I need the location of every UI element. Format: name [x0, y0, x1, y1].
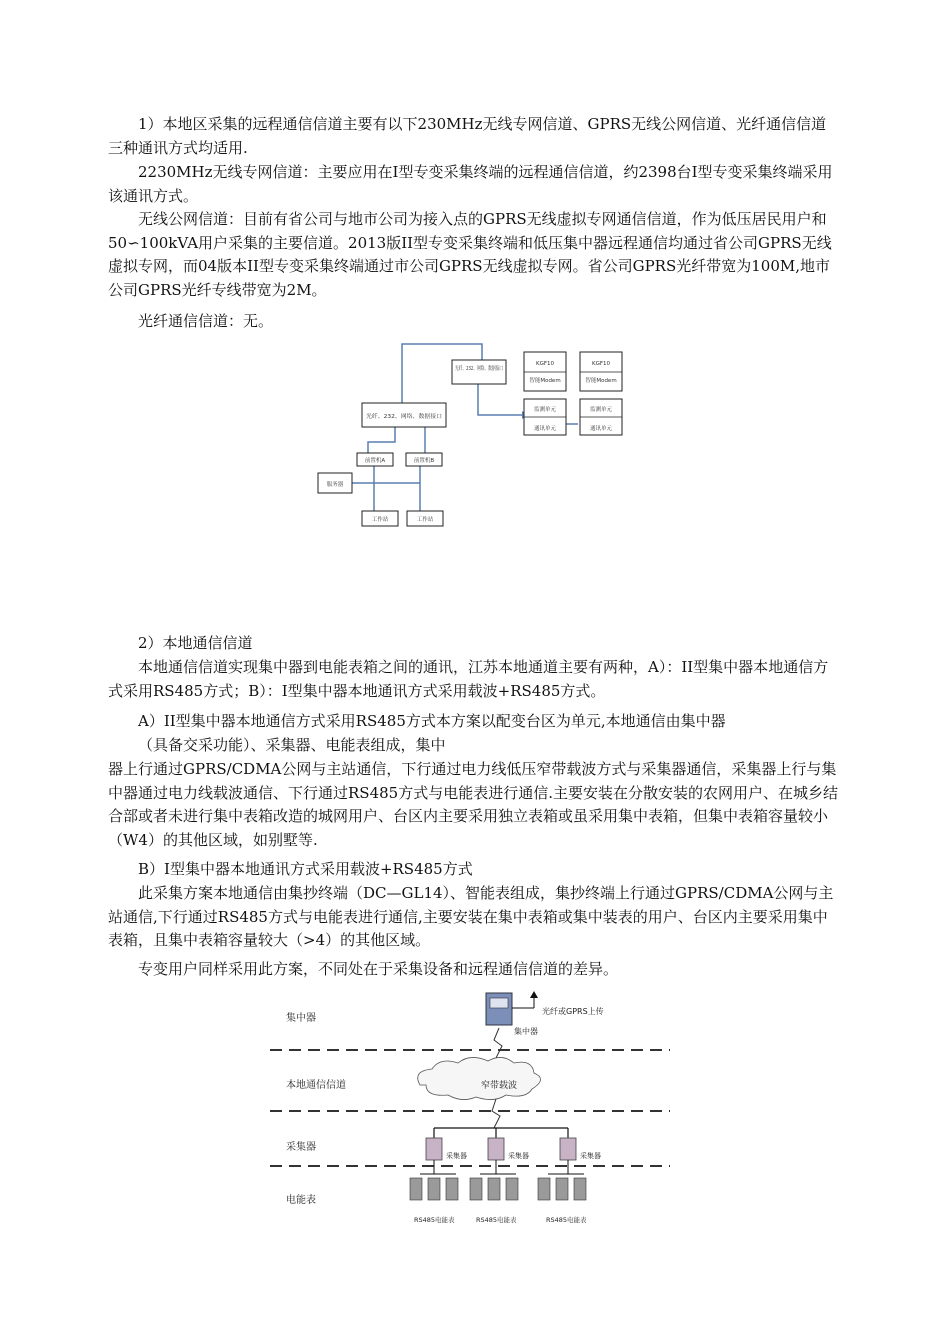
meter-group-label-1: RS485电能表 — [414, 1216, 455, 1224]
frontend-b-label: 前置机B — [413, 458, 435, 464]
local-communication-diagram — [270, 988, 680, 1233]
kgf-left-label: KGF10 — [535, 361, 555, 367]
main-switch-label: 光纤、232、网络、数据接口 — [366, 414, 437, 420]
para-b-heading: B）I型集中器本地通讯方式采用载波+RS485方式 — [138, 860, 473, 878]
kgf-right-label: KGF10 — [591, 361, 611, 367]
para-local-channel: 本地通信信道实现集中器到电能表箱之间的通讯，江苏本地通道主要有两种，A）：II型集中器本地通信方式采用RS485方式；B）：I型集中器本地通讯方式采用载波+RS485方式。 — [108, 658, 829, 700]
collector-label-3: 采集器 — [580, 1152, 601, 1160]
collector-icon-3 — [560, 1138, 576, 1160]
para-wireless-public: 无线公网信道：目前有省公司与地市公司为接入点的GPRS无线虚拟专网通信信道，作为低压居民用户和50∽100kVA用户采集的主要信道。2013版II型专变采集终端和低压集中器远程通信均通过省公司GPRS无线虚拟专网，而04版本II型专变采集终端通过市公司GPRS无线虚拟专网。省公司GPRS光纤带宽为100M,地市公司GPRS光纤专线带宽为2M。 — [108, 210, 832, 299]
uplink-label: 光纤或GPRS上传 — [542, 1007, 604, 1016]
carrier-label: 窄带载波 — [480, 1081, 518, 1091]
para-b: 此采集方案本地通信由集抄终端（DC—GL14）、智能表组成，集抄终端上行通过GPRS/CDMA公网与主站通信,下行通过RS485方式与电能表进行通信,主要安装在集中表箱或集中装表的用户、台区内主要采用集中表箱，且集中表箱容量较大（>4）的其他区域。 — [108, 884, 834, 949]
layer-meter-label: 电能表 — [286, 1195, 316, 1206]
modem-right-label: 智能Modem — [585, 378, 617, 384]
para-230mhz: 2230MHz无线专网信道：主要应用在I型专变采集终端的远程通信信道，约2398台I型专变采集终端采用该通讯方式。 — [108, 163, 833, 205]
layer-concentrator-label: 集中器 — [286, 1013, 316, 1024]
para-a-line1: A）II型集中器本地通信方式采用RS485方式本方案以配变台区为单元,本地通信由集中器 — [138, 712, 726, 730]
unit-left-top-label: 监测单元 — [533, 407, 557, 413]
unit-right-bottom-label: 通讯单元 — [589, 426, 613, 432]
collector-label-2: 采集器 — [508, 1152, 529, 1160]
layer-local-channel-label: 本地通信信道 — [286, 1080, 346, 1091]
para-a-rest: 器上行通过GPRS/CDMA公网与主站通信，下行通过电力线低压窄带载波方式与采集器通信，采集器上行与集中器通过电力线载波通信、下行通过RS485方式与电能表进行通信.主要安装在分散安装的农网用户、在城乡结合部或者未进行集中表箱改造的城网用户、台区内主要采用独立表箱或虽采用集中表箱，但集中表箱容量较小（W4）的其他区域，如别墅等. — [108, 760, 838, 849]
unit-left-bottom-label: 通讯单元 — [533, 426, 557, 432]
collector-icon-2 — [488, 1138, 504, 1160]
top-switch-label: 光纤、232、网络、数据接口 — [455, 366, 526, 372]
collector-icon-1 — [426, 1138, 442, 1160]
network-topology-diagram — [310, 338, 640, 533]
server-label: 服务器 — [326, 482, 344, 488]
para-b2: 专变用户同样采用此方案，不同处在于采集设备和远程通信信道的差异。 — [138, 960, 619, 978]
carrier-cloud-icon — [418, 1057, 541, 1099]
para-remote-channels: 1）本地区采集的远程通信信道主要有以下230MHz无线专网信道、GPRS无线公网信道、光纤通信信道三种通讯方式均适用. — [108, 115, 827, 157]
meter-group-label-3: RS485电能表 — [546, 1216, 587, 1224]
workstation-right-label: 工作站 — [416, 517, 434, 523]
para-fiber: 光纤通信信道：无。 — [138, 312, 274, 330]
workstation-left-label: 工作站 — [371, 517, 389, 523]
meter-group-label-2: RS485电能表 — [476, 1216, 517, 1224]
concentrator-label: 集中器 — [514, 1027, 538, 1036]
collector-label-1: 采集器 — [446, 1152, 467, 1160]
para-a-line2: （具备交采功能）、采集器、电能表组成，集中 — [138, 736, 446, 754]
frontend-a-label: 前置机A — [364, 458, 386, 464]
concentrator-device-icon — [486, 991, 538, 1025]
modem-left-label: 智能Modem — [529, 378, 561, 384]
unit-right-top-label: 监测单元 — [589, 407, 613, 413]
layer-collector-label: 采集器 — [286, 1142, 316, 1153]
section2-heading: 2）本地通信信道 — [138, 634, 253, 652]
